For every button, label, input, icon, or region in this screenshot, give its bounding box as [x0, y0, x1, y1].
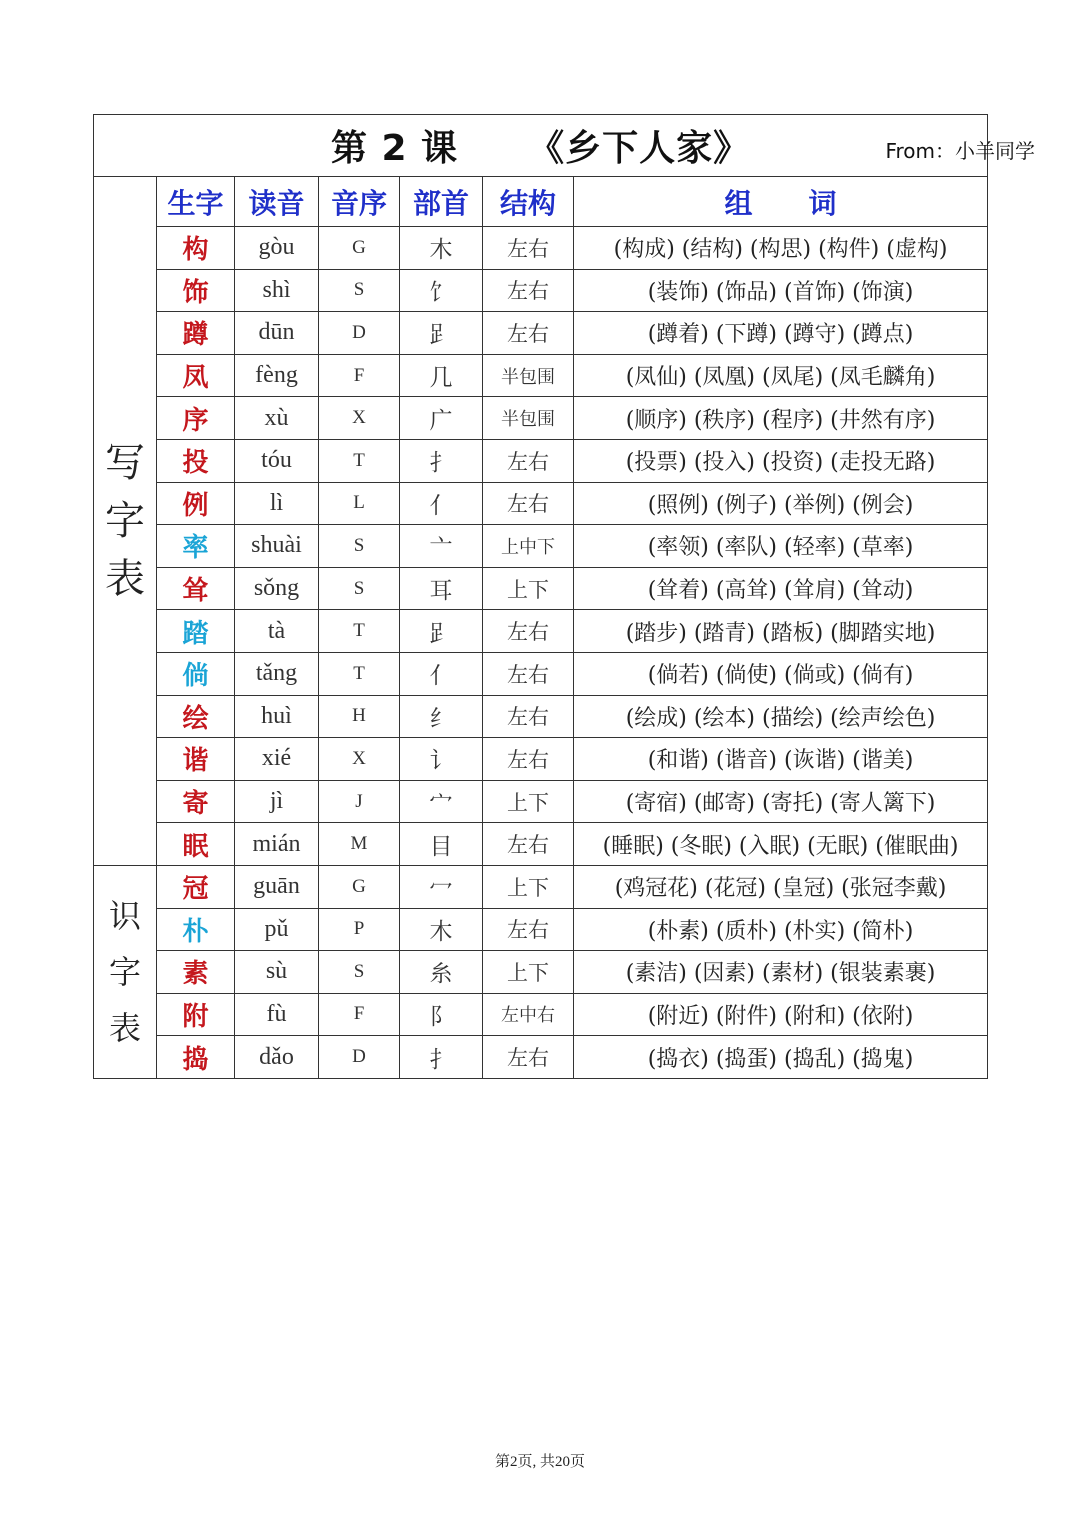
pinyin-initial: T — [319, 610, 400, 653]
pinyin-initial: T — [319, 652, 400, 695]
header-row — [94, 177, 988, 227]
new-character: 素 — [157, 951, 235, 994]
pinyin-initial: D — [319, 312, 400, 355]
new-character: 眠 — [157, 823, 235, 866]
pinyin-reading: lì — [235, 482, 319, 525]
word-combinations: (倘若) (倘使) (倘或) (倘有) — [574, 652, 988, 695]
word-combinations: (蹲着) (下蹲) (蹲守) (蹲点) — [574, 312, 988, 355]
pinyin-initial: D — [319, 1036, 400, 1079]
pinyin-reading: xù — [235, 397, 319, 440]
radical: 𧾷 — [400, 610, 483, 653]
character-structure: 半包围 — [483, 354, 574, 397]
pinyin-reading: dūn — [235, 312, 319, 355]
table-row — [94, 951, 988, 994]
radical: 亻 — [400, 652, 483, 695]
table-row — [94, 695, 988, 738]
word-combinations: (绘成) (绘本) (描绘) (绘声绘色) — [574, 695, 988, 738]
pinyin-initial: H — [319, 695, 400, 738]
header-char: 生字 — [157, 177, 235, 227]
character-structure: 左中右 — [483, 993, 574, 1036]
table-row — [94, 865, 988, 908]
new-character: 绘 — [157, 695, 235, 738]
new-character: 寄 — [157, 780, 235, 823]
character-structure: 左右 — [483, 823, 574, 866]
read-section-label: 识 字 表 — [94, 865, 157, 1078]
pinyin-reading: gòu — [235, 227, 319, 270]
pinyin-initial: F — [319, 354, 400, 397]
radical: 扌 — [400, 1036, 483, 1079]
word-combinations: (耸着) (高耸) (耸肩) (耸动) — [574, 567, 988, 610]
radical: 扌 — [400, 439, 483, 482]
radical: 讠 — [400, 738, 483, 781]
pinyin-initial: J — [319, 780, 400, 823]
header-order: 音序 — [319, 177, 400, 227]
character-structure: 上下 — [483, 780, 574, 823]
word-combinations: (装饰) (饰品) (首饰) (饰演) — [574, 269, 988, 312]
table-row — [94, 610, 988, 653]
word-combinations: (凤仙) (凤凰) (凤尾) (凤毛麟角) — [574, 354, 988, 397]
character-structure: 上下 — [483, 865, 574, 908]
pinyin-reading: fù — [235, 993, 319, 1036]
character-structure: 左右 — [483, 1036, 574, 1079]
pinyin-initial: L — [319, 482, 400, 525]
radical: 木 — [400, 227, 483, 270]
character-structure: 左右 — [483, 269, 574, 312]
header-radical: 部首 — [400, 177, 483, 227]
radical: 广 — [400, 397, 483, 440]
new-character: 朴 — [157, 908, 235, 951]
radical: 冖 — [400, 865, 483, 908]
new-character: 构 — [157, 227, 235, 270]
character-structure: 左右 — [483, 439, 574, 482]
character-structure: 左右 — [483, 312, 574, 355]
table-row — [94, 908, 988, 951]
table-row — [94, 397, 988, 440]
new-character: 附 — [157, 993, 235, 1036]
table-row — [94, 738, 988, 781]
word-combinations: (捣衣) (捣蛋) (捣乱) (捣鬼) — [574, 1036, 988, 1079]
word-combinations: (顺序) (秩序) (程序) (井然有序) — [574, 397, 988, 440]
new-character: 饰 — [157, 269, 235, 312]
pinyin-initial: S — [319, 951, 400, 994]
pinyin-reading: mián — [235, 823, 319, 866]
author-credit: From：小羊同学 — [885, 139, 1036, 163]
new-character: 踏 — [157, 610, 235, 653]
new-character: 谐 — [157, 738, 235, 781]
page-footer: 第2页, 共20页 — [494, 1454, 585, 1470]
table-row — [94, 482, 988, 525]
radical: 宀 — [400, 780, 483, 823]
table-row — [94, 227, 988, 270]
character-structure: 左右 — [483, 482, 574, 525]
table-row — [94, 525, 988, 568]
table-row — [94, 567, 988, 610]
pinyin-initial: G — [319, 227, 400, 270]
lesson-title: 《乡下人家》 — [528, 128, 751, 169]
new-character: 冠 — [157, 865, 235, 908]
vocabulary-table — [93, 114, 1036, 1079]
new-character: 耸 — [157, 567, 235, 610]
word-combinations: (率领) (率队) (轻率) (草率) — [574, 525, 988, 568]
pinyin-reading: dǎo — [235, 1036, 319, 1079]
table-row — [94, 823, 988, 866]
radical: 亠 — [400, 525, 483, 568]
word-combinations: (投票) (投入) (投资) (走投无路) — [574, 439, 988, 482]
radical: 饣 — [400, 269, 483, 312]
radical: 几 — [400, 354, 483, 397]
table-row — [94, 780, 988, 823]
new-character: 序 — [157, 397, 235, 440]
table-row — [94, 312, 988, 355]
pinyin-initial: P — [319, 908, 400, 951]
radical: 糸 — [400, 951, 483, 994]
word-combinations: (和谐) (谐音) (诙谐) (谐美) — [574, 738, 988, 781]
character-structure: 上下 — [483, 951, 574, 994]
pinyin-reading: xié — [235, 738, 319, 781]
pinyin-initial: F — [319, 993, 400, 1036]
radical: 耳 — [400, 567, 483, 610]
pinyin-reading: tà — [235, 610, 319, 653]
radical: 亻 — [400, 482, 483, 525]
pinyin-initial: S — [319, 525, 400, 568]
word-combinations: (附近) (附件) (附和) (依附) — [574, 993, 988, 1036]
character-structure: 半包围 — [483, 397, 574, 440]
word-combinations: (睡眠) (冬眠) (入眠) (无眠) (催眠曲) — [574, 823, 988, 866]
pinyin-reading: shì — [235, 269, 319, 312]
radical: 阝 — [400, 993, 483, 1036]
pinyin-initial: G — [319, 865, 400, 908]
header-structure: 结构 — [483, 177, 574, 227]
pinyin-initial: M — [319, 823, 400, 866]
pinyin-reading: fèng — [235, 354, 319, 397]
word-combinations: (朴素) (质朴) (朴实) (简朴) — [574, 908, 988, 951]
character-structure: 左右 — [483, 695, 574, 738]
new-character: 率 — [157, 525, 235, 568]
pinyin-reading: guān — [235, 865, 319, 908]
title-row — [94, 115, 988, 177]
lesson-number: 第 2 课 — [330, 128, 459, 169]
table-row — [94, 1036, 988, 1079]
new-character: 凤 — [157, 354, 235, 397]
table-row — [94, 652, 988, 695]
word-combinations: (构成) (结构) (构思) (构件) (虚构) — [574, 227, 988, 270]
table-row — [94, 993, 988, 1036]
pinyin-reading: tǎng — [235, 652, 319, 695]
pinyin-reading: huì — [235, 695, 319, 738]
radical: 𧾷 — [400, 312, 483, 355]
radical: 木 — [400, 908, 483, 951]
new-character: 倘 — [157, 652, 235, 695]
radical: 目 — [400, 823, 483, 866]
pinyin-initial: S — [319, 567, 400, 610]
pinyin-initial: X — [319, 738, 400, 781]
character-structure: 左右 — [483, 738, 574, 781]
new-character: 捣 — [157, 1036, 235, 1079]
character-structure: 上中下 — [483, 525, 574, 568]
table-row — [94, 269, 988, 312]
pinyin-reading: sǒng — [235, 567, 319, 610]
character-structure: 左右 — [483, 908, 574, 951]
pinyin-reading: pǔ — [235, 908, 319, 951]
title-cell — [94, 115, 1036, 177]
word-combinations: (寄宿) (邮寄) (寄托) (寄人篱下) — [574, 780, 988, 823]
header-words: 组 词 — [574, 177, 988, 227]
character-structure: 上下 — [483, 567, 574, 610]
table-row — [94, 439, 988, 482]
word-combinations: (鸡冠花) (花冠) (皇冠) (张冠李戴) — [574, 865, 988, 908]
pinyin-reading: jì — [235, 780, 319, 823]
word-combinations: (素洁) (因素) (素材) (银装素裹) — [574, 951, 988, 994]
table-row — [94, 354, 988, 397]
radical: 纟 — [400, 695, 483, 738]
header-pinyin: 读音 — [235, 177, 319, 227]
new-character: 投 — [157, 439, 235, 482]
new-character: 蹲 — [157, 312, 235, 355]
pinyin-reading: sù — [235, 951, 319, 994]
word-combinations: (照例) (例子) (举例) (例会) — [574, 482, 988, 525]
new-character: 例 — [157, 482, 235, 525]
word-combinations: (踏步) (踏青) (踏板) (脚踏实地) — [574, 610, 988, 653]
write-section-label: 写 字 表 — [94, 177, 157, 866]
character-structure: 左右 — [483, 610, 574, 653]
pinyin-initial: T — [319, 439, 400, 482]
pinyin-initial: X — [319, 397, 400, 440]
character-structure: 左右 — [483, 652, 574, 695]
pinyin-reading: shuài — [235, 525, 319, 568]
pinyin-initial: S — [319, 269, 400, 312]
character-structure: 左右 — [483, 227, 574, 270]
pinyin-reading: tóu — [235, 439, 319, 482]
